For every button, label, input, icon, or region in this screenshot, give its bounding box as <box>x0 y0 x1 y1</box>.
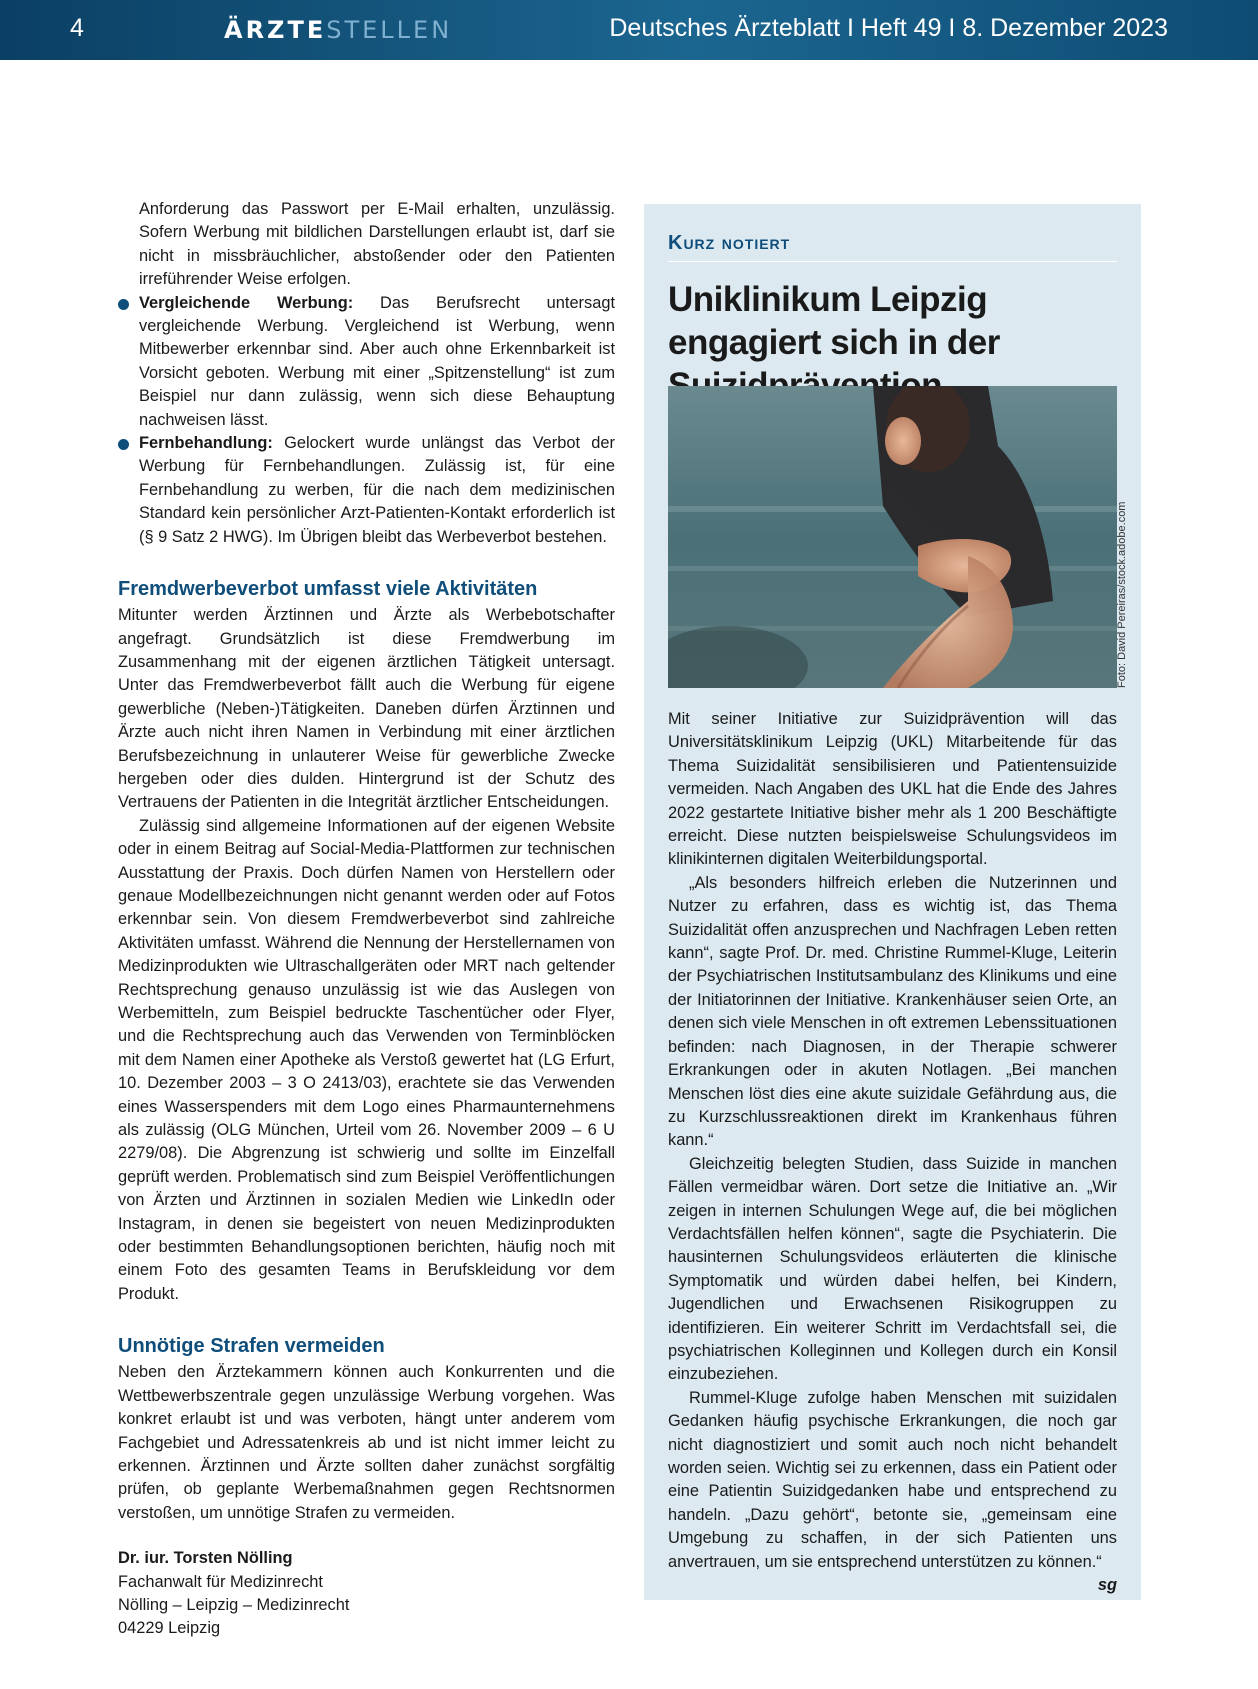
bullet-text: Das Berufsrecht untersagt vergleichende Werbung. Vergleichend ist Werbung, wenn Mitbewerber erkennbar sind. Aber auch ohne Erkennbarkeit ist Vorsicht geboten. Werbung mit einer „Spitzenstellung“ ist zum Beispiel nur dann zulässig, wenn sich diese Behauptung nachweisen lässt. <box>139 293 615 429</box>
bullet-term: Fernbehandlung: <box>139 434 273 453</box>
bullet-item <box>118 292 615 432</box>
author-initials: sg <box>1097 1576 1117 1595</box>
page-header <box>0 0 1258 60</box>
bullet-term: Vergleichende Werbung: <box>139 293 354 312</box>
bullet-dot-icon <box>118 299 129 310</box>
paragraph: Mitunter werden Ärztinnen und Ärzte als Werbebotschafter angefragt. Grundsätzlich ist diese Fremdwerbung im Zusammenhang mit der eigenen ärztlichen Tätigkeit untersagt. Unter das Fremdwerbeverbot fällt auch die Werbung für eigene gewerbliche (Neben-)Tätigkeiten. Daneben dürfen Ärztinnen und Ärzte auch nicht ihren Namen in Verbindung mit einer ärztlichen Berufsbezeichnung in unlauterer Weise für gewerbliche Zwecke hergeben oder dies dulden. Hintergrund ist der Schutz des Vertrauens der Patienten in die Integrität ärztlicher Entscheidungen. <box>118 606 615 812</box>
author-city: 04229 Leipzig <box>118 1619 221 1638</box>
box-title: Uniklinikum Leipzig engagiert sich in der <box>668 280 1000 362</box>
left-column <box>118 198 615 1641</box>
issue-info: Deutsches Ärzteblatt I Heft 49 I 8. Dezember 2023 <box>609 14 1168 42</box>
brand-part2: STELLEN <box>326 16 453 44</box>
paragraph: Zulässig sind allgemeine Informationen auf der eigenen Website oder in einem Beitrag auf Social-Media-Plattformen zur technischen Ausstattung der Praxis. Doch dürfen Namen von Herstellern oder genaue Modellbezeichnungen nicht genannt werden oder auf Fotos erkennbar sein. Von diesem Fremdwerbeverbot sind zahlreiche Aktivitäten umfasst. Während die Nennung der Herstellernamen von Medizinprodukten wie Ultraschallgeräten oder MRT nach geltender Rechtsprechung genauso unzulässig ist wie das Auslegen von Werbemitteln, zum Beispiel bedruckte Taschentücher oder Flyer, und die Rechtsprechung auch das Verwenden von Terminblöcken mit dem Namen einer Apotheke als Verstoß gewertet hat (LG Erfurt, 10. Dezember 2003 – 3 O 2413/03), erachtete sie das Verwenden eines Wasserspenders mit dem Logo eines Pharmaunternehmens als zulässig (OLG München, Urteil vom 26. November 2009 – 6 U 2279/08). Die Abgrenzung ist schwierig und sollte im Einzelfall geprüft werden. Problematisch sind zum Beispiel Veröffentlichungen von Ärzten und Ärztinnen in sozialen Medien wie LinkedIn oder Instagram, in denen sie begeistert von neuen Medizinprodukten oder bestimmten Behandlungsoptionen berichten, häufig noch mit einem Foto des gesamten Teams in Berufskleidung vor dem Produkt. <box>118 816 615 1303</box>
news-box <box>644 204 1141 1600</box>
bullet-item <box>118 432 615 549</box>
intro-paragraph: Anforderung das Passwort per E-Mail erhalten, unzulässig. Sofern Werbung mit bildlichen Darstellungen erlaubt ist, darf sie nicht in missbräuchlicher, abstoßender oder den Patienten irreführender Weise erfolgen. <box>139 200 615 289</box>
bullet-dot-icon <box>118 439 129 450</box>
box-label: Kurz notiert <box>668 232 1117 262</box>
bullet-text: Gelockert wurde unlängst das Verbot der Werbung für Fernbehandlungen. Zulässig ist, für eine Fernbehandlung zu werben, für die nach dem medizinischen Standard kein persönlicher Arzt-Patienten-Kontakt erforderlich ist (§ 9 Satz 2 HWG). Im Übrigen bleibt das Werbeverbot bestehen. <box>139 434 615 546</box>
brand-part1: ÄRZTE <box>224 16 327 44</box>
section-heading: Fremdwerbeverbot umfasst viele Aktivitäten <box>118 578 538 601</box>
author-title: Fachanwalt für Medizinrecht <box>118 1572 323 1591</box>
box-body <box>668 708 1117 1597</box>
paragraph: Neben den Ärztekammern können auch Konkurrenten und die Wettbewerbszentrale gegen unzulässige Werbung vorgehen. Was konkret erlaubt ist und was verboten, hängt unter anderem vom Fachgebiet und Adressatenkreis ab und ist nicht immer leicht zu erkennen. Ärztinnen und Ärzte sollten daher zunächst sorgfältig prüfen, ob geplante Werbemaßnahmen gegen Rechtsnormen verstoßen, um unnötige Strafen zu vermeiden. <box>118 1363 615 1522</box>
photo-credit: Foto: David Pereiras/stock.adobe.com <box>1116 501 1128 688</box>
author-firm: Nölling – Leipzig – Medizinrecht <box>118 1595 350 1614</box>
author-block <box>118 1547 615 1641</box>
paragraph: Mit seiner Initiative zur Suizidprävention will das Universitätsklinikum Leipzig (UKL) Mitarbeitende für das Thema Suizidalität sensibilisieren und Patientensuizide vermeiden. Nach Angaben des UKL hat die Ende des Jahres 2022 gestartete Initiative bisher mehr als 1 200 Beschäftigte erreicht. Diese nutzten beispielsweise Schulungsvideos im klinikinternen digitalen Weiterbildungsportal. <box>668 710 1117 869</box>
photo-illustration <box>668 386 1117 688</box>
paragraph-text: Rummel-Kluge zufolge haben Menschen mit suizidalen Gedanken häufig psychische Erkrankungen, die noch gar nicht diagnostiziert und somit auch noch nicht behandelt worden seien. Wichtig sei zu erkennen, dass ein Patient oder eine Patientin Suizidgedanken habe und entsprechend zu handeln. „Dazu gehört“, betonte sie, „gemeinsam eine Umgebung zu schaffen, in der sich Patienten uns anvertrauen, um sie entsprechend unterstützen zu können.“ <box>668 1388 1117 1571</box>
page-number: 4 <box>70 14 84 42</box>
section-heading: Unnötige Strafen vermeiden <box>118 1335 385 1358</box>
author-name: Dr. iur. Torsten Nölling <box>118 1549 293 1568</box>
article-photo <box>668 386 1117 688</box>
paragraph: „Als besonders hilfreich erleben die Nutzerinnen und Nutzer zu erfahren, dass es wichtig ist, das Thema Suizidalität offen anzusprechen und Nachfragen Leben retten kann“, sagte Prof. Dr. med. Christine Rummel-Kluge, Leiterin der Psychiatrischen Institutsambulanz des Klinikums und eine der Initiatorinnen der Initiative. Krankenhäuser seien Orte, an denen sich viele Menschen in oft extremen Lebenssituationen befinden: nach Diagnosen, in der Therapie schwerer Erkrankungen oder in akuten Notlagen. „Bei manchen Menschen löst dies eine akute suizidale Gefährdung aus, die zu Kurzschlussreaktionen direkt im Krankenhaus führen kann.“ <box>668 873 1117 1150</box>
brand-logo <box>224 16 452 44</box>
paragraph <box>668 1387 1117 1595</box>
paragraph: Gleichzeitig belegten Studien, dass Suizide in manchen Fällen vermeidbar wären. Dort setze die Initiative an. „Wir zeigen in internen Schulungen Wege auf, die bei möglichen Verdachtsfällen helfen können“, sagte die Psychiaterin. Die hausinternen Schulungsvideos erläuterten die klinische Symptomatik und würden dabei helfen, bei Kindern, Jugendlichen und Erwachsenen Risikogruppen zu identifizieren. Ein weiterer Schritt im Verdachtsfall sei, die psychiatrischen Kolleginnen und Kollegen durch ein Konsil einzubeziehen. <box>668 1154 1117 1384</box>
